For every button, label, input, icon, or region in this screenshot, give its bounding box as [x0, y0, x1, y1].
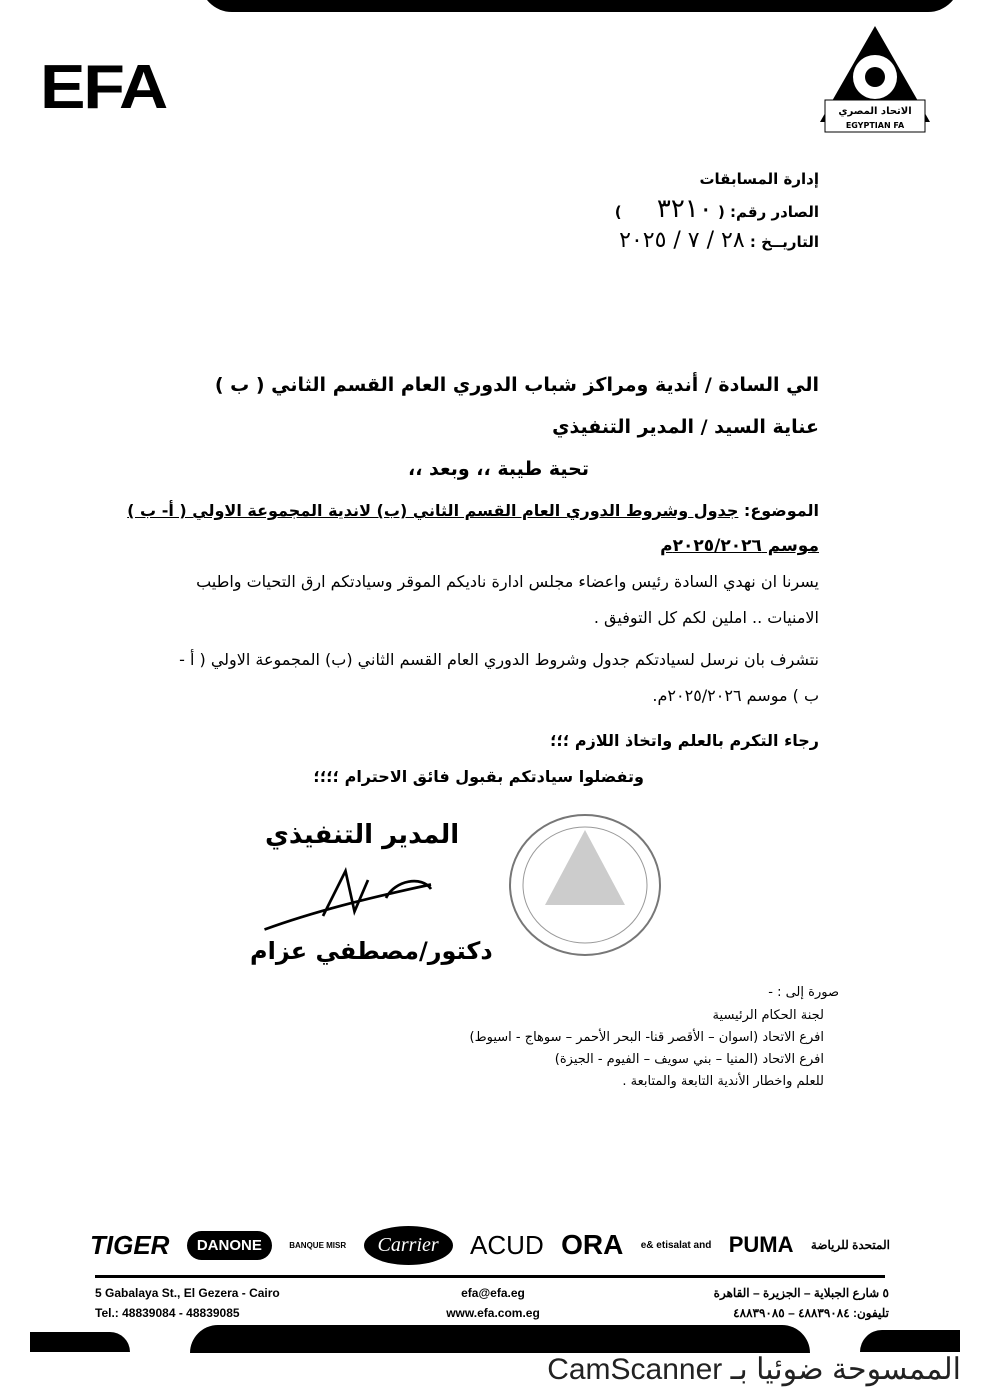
- address-en: 5 Gabalaya St., El Gezera - Cairo: [95, 1286, 280, 1300]
- sponsor-puma: PUMA: [728, 1232, 794, 1257]
- efa-emblem-logo: [810, 22, 940, 137]
- subject-line: [127, 498, 819, 524]
- greeting: تحية طيبة ،، وبعد ،،: [407, 458, 589, 480]
- sponsor-danone: DANONE: [187, 1231, 272, 1260]
- sponsor-ora: ORA: [561, 1229, 624, 1260]
- request-line: رجاء التكرم بالعلم واتخاذ اللازم ؛؛؛: [550, 731, 819, 750]
- cc-item: افرع الاتحاد (اسوان – الأقصر قنا- البحر الأحمر – سوهاج - اسيوط): [469, 1030, 824, 1045]
- sponsor-banque-misr: BANQUE MISR: [289, 1240, 347, 1250]
- subject-text: جدول وشروط الدوري العام القسم الثاني (ب) لاندية المجموعة الاولي ( أ- ب ): [127, 501, 739, 520]
- paragraph-1: يسرنا ان نهدي السادة رئيس واعضاء مجلس ادارة ناديكم الموقر وسيادتكم ارق التحيات واطيب الامنيات .. املين لكم كل التوفيق .: [196, 572, 819, 627]
- cc-item: افرع الاتحاد (المنيا – بني سويف – الفيوم - الجيزة): [554, 1052, 824, 1067]
- address-ar: ٥ شارع الجبلاية – الجزيرة – القاهرة: [713, 1286, 889, 1300]
- official-stamp: [505, 810, 665, 960]
- handwritten-signature: [250, 862, 450, 934]
- tel-ar: تليفون: ٤٨٨٣٩٠٨٤ – ٤٨٨٣٩٠٨٥: [733, 1306, 889, 1320]
- letter-date: [619, 228, 819, 254]
- cc-item: لجنة الحكام الرئيسية: [712, 1008, 824, 1023]
- footer-divider: [95, 1275, 885, 1278]
- scan-border-top: [200, 0, 960, 12]
- reference-number: [615, 196, 819, 222]
- date-value: ٢٨ / ٧ / ٢٠٢٥: [619, 228, 745, 253]
- ref-label: الصادر رقم: (: [717, 203, 819, 221]
- subject-season: موسم ٢٠٢٥/٢٠٢٦م: [660, 536, 819, 556]
- camscanner-watermark: الممسوحة ضوئيا بـ CamScanner: [547, 1353, 961, 1386]
- paragraph-2: نتشرف بان نرسل لسيادتكم جدول وشروط الدوري العام القسم الثاني (ب) المجموعة الاولي ( أ - ب ) موسم ٢٠٢٥/٢٠٢٦م.: [179, 650, 819, 705]
- signatory-name: دكتور/مصطفي عزام: [250, 937, 493, 965]
- date-label: التاريــخ :: [749, 233, 819, 251]
- cc-label: صورة إلى : -: [768, 985, 839, 1000]
- cc-list: [470, 1005, 824, 1093]
- efa-logo: EFA: [40, 53, 167, 122]
- subject-label: الموضوع:: [743, 501, 819, 520]
- footer-address-en: [95, 1283, 280, 1323]
- svg-text:EGYPTIAN FA: EGYPTIAN FA: [845, 121, 905, 130]
- footer-website: www.efa.com.eg: [446, 1306, 540, 1320]
- scan-border-bottom: [190, 1325, 810, 1353]
- footer-email: efa@efa.eg: [461, 1286, 525, 1300]
- tel-en: Tel.: 48839084 - 48839085: [95, 1306, 240, 1320]
- closing-line: وتفضلوا سيادتكم بقبول فائق الاحترام ؛؛؛؛: [313, 767, 644, 786]
- ref-value: ٣٢١٠: [656, 194, 713, 224]
- sponsor-united-sports: المتحدة للرياضة: [810, 1238, 890, 1252]
- footer-contact: [428, 1283, 558, 1323]
- sponsor-carrier: Carrier: [364, 1226, 453, 1265]
- cc-item: للعلم واخطار الأندية التابعة والمتابعة .: [622, 1074, 824, 1089]
- sponsor-etisalat: e& etisalat and: [640, 1239, 712, 1251]
- department-name: إدارة المسابقات: [699, 170, 819, 188]
- attention-line: عناية السيد / المدير التنفيذي: [552, 416, 819, 438]
- ref-close: ): [614, 203, 622, 221]
- scan-border-bottom-right: [860, 1330, 960, 1352]
- signatory-title: المدير التنفيذي: [265, 820, 460, 850]
- addressee: الي السادة / أندية ومراكز شباب الدوري العام القسم الثاني ( ب ): [214, 374, 819, 396]
- sponsor-logos: [90, 1215, 890, 1275]
- sponsor-acud: ACUD: [470, 1229, 544, 1260]
- footer-address-ar: [714, 1283, 889, 1323]
- scan-border-bottom-left: [30, 1332, 130, 1352]
- svg-text:الاتحاد المصري: الاتحاد المصري: [838, 106, 912, 117]
- sponsor-tiger: TIGER: [90, 1229, 170, 1260]
